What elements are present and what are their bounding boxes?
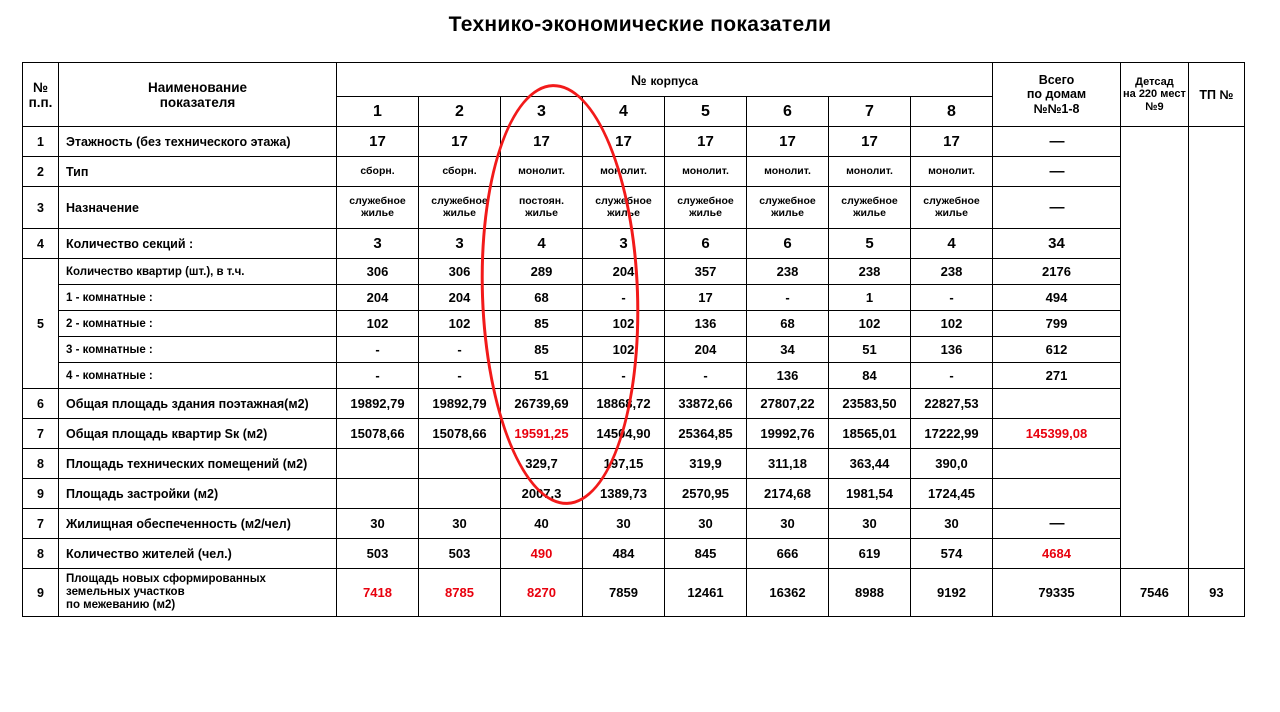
header-korpus-3: 3: [501, 97, 583, 127]
table-cell: -: [419, 363, 501, 389]
header-kindergarten-line1: Детсад: [1135, 75, 1174, 88]
table-cell: 102: [419, 311, 501, 337]
table-row: [23, 389, 1245, 419]
table-cell: монолит.: [911, 157, 993, 187]
table-cell: 40: [501, 509, 583, 539]
table-cell: 9192: [911, 569, 993, 617]
table-cell: 102: [583, 311, 665, 337]
row-label: Тип: [59, 157, 337, 187]
row-label: 2 - комнатные :: [59, 311, 337, 337]
header-korpus-4: 4: [583, 97, 665, 127]
table-cell: 666: [747, 539, 829, 569]
table-cell: 17: [501, 127, 583, 157]
table-cell: служебное жилье: [419, 187, 501, 229]
table-cell: -: [419, 337, 501, 363]
table-cell: 30: [911, 509, 993, 539]
table-cell: 3: [337, 229, 419, 259]
table-row: [23, 363, 1245, 389]
table-cell: [419, 479, 501, 509]
table-cell: 84: [829, 363, 911, 389]
header-name-line1: Наименование: [147, 79, 248, 95]
table-cell: [337, 479, 419, 509]
kindergarten-cell: [1121, 449, 1189, 479]
table-cell: 34: [747, 337, 829, 363]
table-row: [23, 311, 1245, 337]
tp-cell: [1188, 509, 1244, 539]
table-cell: 204: [419, 285, 501, 311]
kindergarten-cell: [1121, 157, 1189, 187]
table-cell: 17: [829, 127, 911, 157]
table-cell: 845: [665, 539, 747, 569]
table-cell: постоян. жилье: [501, 187, 583, 229]
table-cell: 51: [829, 337, 911, 363]
table-cell: сборн.: [337, 157, 419, 187]
table-cell: 17: [665, 285, 747, 311]
row-label: Площадь застройки (м2): [59, 479, 337, 509]
table-cell: 197,15: [583, 449, 665, 479]
tp-cell: [1188, 539, 1244, 569]
table-row: [23, 337, 1245, 363]
row-label: Общая площадь квартир Sк (м2): [59, 419, 337, 449]
table-cell: служебное жилье: [911, 187, 993, 229]
tp-cell: [1188, 363, 1244, 389]
table-cell: 19591,25: [501, 419, 583, 449]
tp-cell: [1188, 419, 1244, 449]
header-korpus-2: 2: [419, 97, 501, 127]
table-cell: 102: [583, 337, 665, 363]
kindergarten-cell: [1121, 539, 1189, 569]
kindergarten-cell: [1121, 363, 1189, 389]
table-cell: 17: [583, 127, 665, 157]
row-number: 4: [23, 229, 59, 259]
total-cell: 612: [993, 337, 1121, 363]
table-cell: 17222,99: [911, 419, 993, 449]
total-cell: 4684: [993, 539, 1121, 569]
table-cell: 503: [337, 539, 419, 569]
table-cell: -: [583, 363, 665, 389]
table-cell: -: [911, 363, 993, 389]
table-cell: 30: [829, 509, 911, 539]
kindergarten-cell: [1121, 337, 1189, 363]
tp-cell: [1188, 157, 1244, 187]
tp-cell: [1188, 449, 1244, 479]
kindergarten-cell: [1121, 229, 1189, 259]
total-cell: 2176: [993, 259, 1121, 285]
table-row: [23, 479, 1245, 509]
header-total: [993, 63, 1121, 127]
table-cell: 102: [911, 311, 993, 337]
table-cell: монолит.: [501, 157, 583, 187]
total-cell: [993, 449, 1121, 479]
row-number: 2: [23, 157, 59, 187]
table-cell: 51: [501, 363, 583, 389]
kindergarten-cell: [1121, 259, 1189, 285]
row-number: 3: [23, 187, 59, 229]
page-title: Технико-экономические показатели: [448, 13, 832, 36]
table-cell: 238: [829, 259, 911, 285]
header-korpus-6: 6: [747, 97, 829, 127]
table-row: [23, 539, 1245, 569]
table-cell: -: [337, 337, 419, 363]
row-number: 8: [23, 449, 59, 479]
header-num-line1: №: [32, 79, 49, 95]
kindergarten-cell: [1121, 509, 1189, 539]
table-cell: 26739,69: [501, 389, 583, 419]
table-cell: 289: [501, 259, 583, 285]
total-cell: 145399,08: [993, 419, 1121, 449]
table-cell: 30: [337, 509, 419, 539]
table-cell: 7859: [583, 569, 665, 617]
table-row: [23, 259, 1245, 285]
table-cell: 7418: [337, 569, 419, 617]
table-row: [23, 187, 1245, 229]
header-korpus-symbol: №: [630, 71, 647, 88]
tp-cell: [1188, 337, 1244, 363]
table-cell: 17: [337, 127, 419, 157]
table-row: [23, 509, 1245, 539]
header-tp: ТП №: [1188, 63, 1244, 127]
total-cell: [993, 389, 1121, 419]
table-cell: служебное жилье: [337, 187, 419, 229]
row-label: Общая площадь здания поэтажная(м2): [59, 389, 337, 419]
table-cell: 8270: [501, 569, 583, 617]
table-cell: 490: [501, 539, 583, 569]
table-cell: 6: [747, 229, 829, 259]
total-cell: 799: [993, 311, 1121, 337]
table-cell: монолит.: [583, 157, 665, 187]
row-label: 1 - комнатные :: [59, 285, 337, 311]
table-cell: 329,7: [501, 449, 583, 479]
tp-cell: [1188, 479, 1244, 509]
tp-cell: [1188, 311, 1244, 337]
table-cell: 17: [911, 127, 993, 157]
table-cell: 15078,66: [419, 419, 501, 449]
table-cell: [337, 449, 419, 479]
table-cell: 68: [747, 311, 829, 337]
table-cell: 23583,50: [829, 389, 911, 419]
header-kindergarten-line3: №9: [1145, 100, 1164, 113]
row-label: Жилищная обеспеченность (м2/чел): [59, 509, 337, 539]
table-cell: -: [911, 285, 993, 311]
table-row: [23, 285, 1245, 311]
total-cell: 494: [993, 285, 1121, 311]
table-cell: 1389,73: [583, 479, 665, 509]
table-cell: 6: [665, 229, 747, 259]
row-label: Назначение: [59, 187, 337, 229]
row-label: Площадь новых сформированных земельных участков по межеванию (м2): [59, 569, 337, 617]
table-cell: 390,0: [911, 449, 993, 479]
total-cell: [993, 479, 1121, 509]
table-cell: 27807,22: [747, 389, 829, 419]
total-cell: —: [993, 509, 1121, 539]
kindergarten-cell: [1121, 479, 1189, 509]
kindergarten-cell: [1121, 389, 1189, 419]
table-cell: 14504,90: [583, 419, 665, 449]
table-cell: монолит.: [829, 157, 911, 187]
header-num-line2: п.п.: [28, 94, 53, 110]
table-header: [23, 63, 1245, 127]
tp-cell: 93: [1188, 569, 1244, 617]
row-label: Количество секций :: [59, 229, 337, 259]
tep-table-container: [22, 62, 1280, 617]
total-cell: 79335: [993, 569, 1121, 617]
header-korpus-word: корпуса: [650, 73, 699, 88]
table-cell: 68: [501, 285, 583, 311]
table-row: [23, 569, 1245, 617]
total-cell: —: [993, 127, 1121, 157]
table-cell: 17: [747, 127, 829, 157]
table-cell: 503: [419, 539, 501, 569]
table-cell: 85: [501, 337, 583, 363]
table-cell: 319,9: [665, 449, 747, 479]
total-cell: 271: [993, 363, 1121, 389]
table-cell: служебное жилье: [583, 187, 665, 229]
table-cell: 18868,72: [583, 389, 665, 419]
table-cell: 3: [583, 229, 665, 259]
header-korpus-group: [337, 63, 993, 97]
header-name-line2: показателя: [159, 94, 236, 110]
tp-cell: [1188, 285, 1244, 311]
row-number: 6: [23, 389, 59, 419]
tp-cell: [1188, 187, 1244, 229]
row-label: Количество жителей (чел.): [59, 539, 337, 569]
table-cell: служебное жилье: [829, 187, 911, 229]
header-korpus-7: 7: [829, 97, 911, 127]
table-row: [23, 157, 1245, 187]
table-cell: -: [747, 285, 829, 311]
table-row: [23, 419, 1245, 449]
row-number: 9: [23, 569, 59, 617]
table-cell: 19992,76: [747, 419, 829, 449]
table-cell: 484: [583, 539, 665, 569]
table-cell: 102: [337, 311, 419, 337]
table-cell: 136: [911, 337, 993, 363]
table-body: [23, 127, 1245, 617]
table-cell: 3: [419, 229, 501, 259]
table-cell: -: [583, 285, 665, 311]
header-kindergarten: [1121, 63, 1189, 127]
table-cell: 19892,79: [419, 389, 501, 419]
header-kindergarten-line2: на 220 мест: [1123, 88, 1186, 101]
kindergarten-cell: [1121, 311, 1189, 337]
table-cell: служебное жилье: [665, 187, 747, 229]
row-number: 7: [23, 419, 59, 449]
header-row-top: [23, 63, 1245, 97]
table-cell: 8988: [829, 569, 911, 617]
header-num: [23, 63, 59, 127]
row-label: Количество квартир (шт.), в т.ч.: [59, 259, 337, 285]
table-cell: 17: [419, 127, 501, 157]
tp-cell: [1188, 389, 1244, 419]
header-total-line3: №№1-8: [1033, 101, 1080, 116]
table-cell: 306: [419, 259, 501, 285]
table-cell: 238: [747, 259, 829, 285]
tp-cell: [1188, 259, 1244, 285]
row-label: 4 - комнатные :: [59, 363, 337, 389]
total-cell: —: [993, 187, 1121, 229]
table-cell: 574: [911, 539, 993, 569]
table-cell: 1: [829, 285, 911, 311]
table-cell: монолит.: [747, 157, 829, 187]
table-row: [23, 127, 1245, 157]
table-cell: 1724,45: [911, 479, 993, 509]
table-cell: 311,18: [747, 449, 829, 479]
row-number: 1: [23, 127, 59, 157]
kindergarten-cell: [1121, 187, 1189, 229]
tp-cell: [1188, 229, 1244, 259]
header-korpus-5: 5: [665, 97, 747, 127]
header-total-line1: Всего: [1038, 72, 1075, 87]
table-cell: 2007,3: [501, 479, 583, 509]
row-number: 9: [23, 479, 59, 509]
tp-cell: [1188, 127, 1244, 157]
table-cell: 1981,54: [829, 479, 911, 509]
row-label: Площадь технических помещений (м2): [59, 449, 337, 479]
table-cell: 16362: [747, 569, 829, 617]
header-korpus-8: 8: [911, 97, 993, 127]
table-cell: 5: [829, 229, 911, 259]
table-cell: -: [665, 363, 747, 389]
table-cell: 4: [911, 229, 993, 259]
kindergarten-cell: [1121, 127, 1189, 157]
table-cell: 102: [829, 311, 911, 337]
total-cell: —: [993, 157, 1121, 187]
table-cell: монолит.: [665, 157, 747, 187]
table-cell: 30: [583, 509, 665, 539]
row-label: Этажность (без технического этажа): [59, 127, 337, 157]
table-row: [23, 229, 1245, 259]
table-cell: 19892,79: [337, 389, 419, 419]
table-cell: [419, 449, 501, 479]
table-row: [23, 449, 1245, 479]
kindergarten-cell: [1121, 419, 1189, 449]
kindergarten-cell: 7546: [1121, 569, 1189, 617]
table-cell: 33872,66: [665, 389, 747, 419]
table-cell: 363,44: [829, 449, 911, 479]
table-cell: 22827,53: [911, 389, 993, 419]
table-cell: 136: [747, 363, 829, 389]
table-cell: 204: [337, 285, 419, 311]
total-cell: 34: [993, 229, 1121, 259]
header-korpus-1: 1: [337, 97, 419, 127]
table-cell: 238: [911, 259, 993, 285]
table-cell: 2174,68: [747, 479, 829, 509]
table-cell: 204: [583, 259, 665, 285]
table-cell: 15078,66: [337, 419, 419, 449]
row-number: 7: [23, 509, 59, 539]
table-cell: 12461: [665, 569, 747, 617]
table-cell: 4: [501, 229, 583, 259]
row-number: 5: [23, 259, 59, 389]
table-cell: 204: [665, 337, 747, 363]
table-cell: 18565,01: [829, 419, 911, 449]
header-total-line2: по домам: [1026, 87, 1087, 102]
table-cell: 306: [337, 259, 419, 285]
table-cell: 136: [665, 311, 747, 337]
table-cell: 357: [665, 259, 747, 285]
table-cell: 30: [747, 509, 829, 539]
table-cell: служебное жилье: [747, 187, 829, 229]
table-cell: 85: [501, 311, 583, 337]
header-indicator-name: [59, 63, 337, 127]
table-cell: 17: [665, 127, 747, 157]
table-cell: сборн.: [419, 157, 501, 187]
kindergarten-cell: [1121, 285, 1189, 311]
table-cell: 2570,95: [665, 479, 747, 509]
table-cell: 8785: [419, 569, 501, 617]
table-cell: 30: [419, 509, 501, 539]
tep-table: [22, 62, 1245, 617]
table-cell: 25364,85: [665, 419, 747, 449]
table-cell: 30: [665, 509, 747, 539]
table-cell: -: [337, 363, 419, 389]
table-cell: 619: [829, 539, 911, 569]
row-label: 3 - комнатные :: [59, 337, 337, 363]
row-number: 8: [23, 539, 59, 569]
